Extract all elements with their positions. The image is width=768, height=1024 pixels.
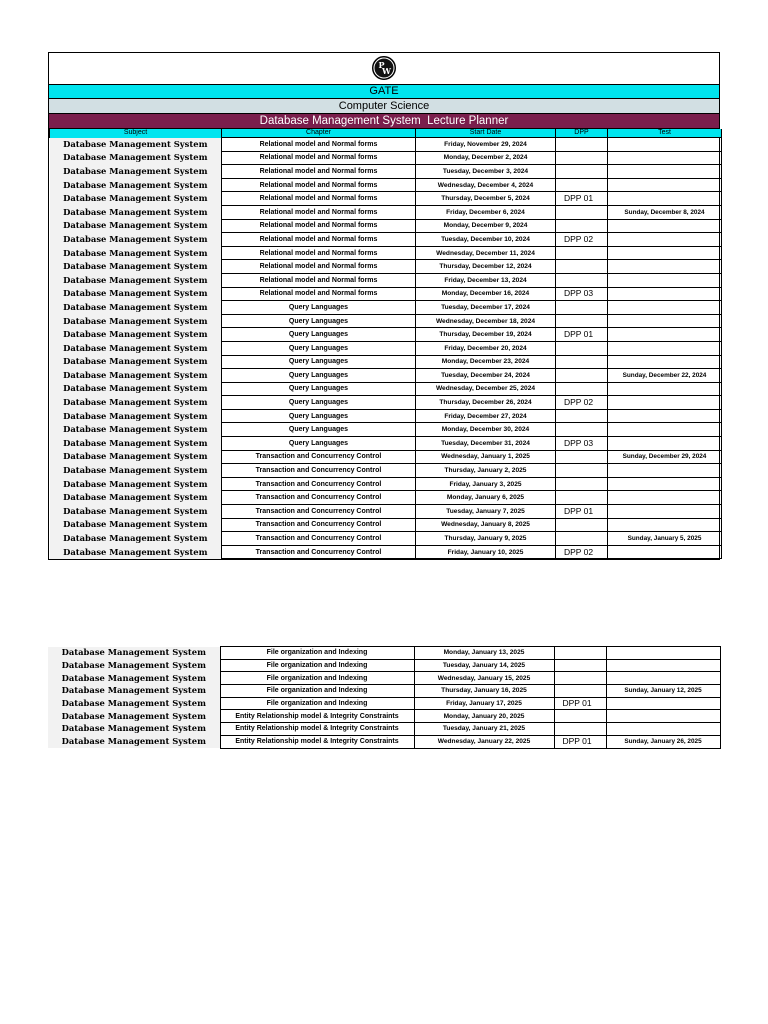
start-date-cell: Monday, December 23, 2024 [416,355,556,369]
subject-cell: Database Management System [50,437,222,451]
chapter-cell: Query Languages [222,314,416,328]
test-cell [608,233,722,247]
chapter-cell: Relational model and Normal forms [222,219,416,233]
table-row [50,273,722,287]
pw-logo-icon [372,56,396,80]
subject-cell: Database Management System [50,328,222,342]
start-date-cell: Monday, January 20, 2025 [414,710,554,723]
svg-text:W: W [382,66,391,76]
test-cell [608,396,722,410]
chapter-cell: Query Languages [222,369,416,383]
table-row [48,710,720,723]
subject-cell: Database Management System [50,491,222,505]
dpp-cell [556,260,608,274]
subject-cell: Database Management System [50,518,222,532]
start-date-cell: Tuesday, January 14, 2025 [414,659,554,672]
dpp-cell: DPP 02 [556,545,608,559]
table-row [50,341,722,355]
dpp-cell [556,491,608,505]
dpp-cell: DPP 03 [556,437,608,451]
planner-table [49,129,722,559]
chapter-cell: Relational model and Normal forms [222,246,416,260]
test-cell [608,273,722,287]
subject-cell: Database Management System [48,685,220,698]
chapter-cell: Query Languages [222,328,416,342]
test-cell: Sunday, January 26, 2025 [606,735,720,748]
test-cell [606,659,720,672]
test-cell [606,723,720,736]
table-row [50,477,722,491]
start-date-cell: Tuesday, December 10, 2024 [416,233,556,247]
table-row [48,672,720,685]
subject-cell: Database Management System [50,396,222,410]
chapter-cell: Query Languages [222,382,416,396]
start-date-cell: Wednesday, December 25, 2024 [416,382,556,396]
dpp-cell: DPP 01 [556,328,608,342]
chapter-cell: Query Languages [222,396,416,410]
subject-cell: Database Management System [50,341,222,355]
dpp-cell [554,723,606,736]
logo-row [49,53,719,85]
chapter-cell: Relational model and Normal forms [222,138,416,152]
subject-cell: Database Management System [50,532,222,546]
subject-cell: Database Management System [50,260,222,274]
dpp-cell [556,423,608,437]
column-header-dpp: DPP [556,129,608,138]
subject-cell: Database Management System [50,423,222,437]
chapter-cell: Relational model and Normal forms [222,151,416,165]
dpp-cell [556,138,608,152]
subject-cell: Database Management System [50,355,222,369]
dpp-cell [556,219,608,233]
table-row [50,491,722,505]
chapter-cell: Query Languages [222,341,416,355]
subject-cell: Database Management System [50,545,222,559]
dpp-cell [554,672,606,685]
table-row [50,138,722,152]
table-row [50,301,722,315]
dpp-cell: DPP 02 [556,396,608,410]
test-cell [608,165,722,179]
start-date-cell: Thursday, December 26, 2024 [416,396,556,410]
start-date-cell: Thursday, January 2, 2025 [416,464,556,478]
table-row [50,233,722,247]
start-date-cell: Monday, December 9, 2024 [416,219,556,233]
start-date-cell: Thursday, December 12, 2024 [416,260,556,274]
dpp-cell [556,165,608,179]
chapter-cell: Query Languages [222,423,416,437]
dpp-cell: DPP 01 [554,697,606,710]
start-date-cell: Friday, December 6, 2024 [416,205,556,219]
chapter-cell: Relational model and Normal forms [222,205,416,219]
test-cell: Sunday, December 22, 2024 [608,369,722,383]
table-row [50,246,722,260]
dpp-cell [554,659,606,672]
chapter-cell: Transaction and Concurrency Control [222,450,416,464]
dpp-cell [554,647,606,660]
start-date-cell: Thursday, January 16, 2025 [414,685,554,698]
test-cell [608,178,722,192]
dpp-cell [556,450,608,464]
dpp-cell [556,518,608,532]
test-cell: Sunday, December 29, 2024 [608,450,722,464]
test-cell [608,355,722,369]
subject-cell: Database Management System [50,165,222,179]
chapter-cell: Transaction and Concurrency Control [222,518,416,532]
subject-cell: Database Management System [50,233,222,247]
column-header-chapter: Chapter [222,129,416,138]
dpp-cell [556,532,608,546]
table-row [50,151,722,165]
dpp-cell: DPP 01 [556,505,608,519]
start-date-cell: Friday, November 29, 2024 [416,138,556,152]
chapter-cell: Entity Relationship model & Integrity Constraints [220,735,414,748]
table-row [50,423,722,437]
dpp-cell: DPP 02 [556,233,608,247]
chapter-cell: Query Languages [222,301,416,315]
chapter-cell: Entity Relationship model & Integrity Constraints [220,723,414,736]
chapter-cell: Transaction and Concurrency Control [222,477,416,491]
dpp-cell [556,301,608,315]
subject-cell: Database Management System [48,710,220,723]
subject-cell: Database Management System [50,138,222,152]
start-date-cell: Tuesday, December 17, 2024 [416,301,556,315]
subject-cell: Database Management System [50,314,222,328]
table-row [50,396,722,410]
test-cell [608,518,722,532]
table-row [50,409,722,423]
chapter-cell: File organization and Indexing [220,647,414,660]
branch-title: Computer Science [49,99,719,114]
chapter-cell: Relational model and Normal forms [222,287,416,301]
chapter-cell: Transaction and Concurrency Control [222,545,416,559]
table-row [48,685,720,698]
subject-cell: Database Management System [48,647,220,660]
chapter-cell: Relational model and Normal forms [222,233,416,247]
subject-cell: Database Management System [48,659,220,672]
svg-text:P: P [378,60,385,70]
subject-cell: Database Management System [50,382,222,396]
lecture-planner-sheet [48,52,720,560]
table-row [50,532,722,546]
test-cell [608,192,722,206]
test-cell [608,341,722,355]
chapter-cell: Transaction and Concurrency Control [222,505,416,519]
test-cell [608,328,722,342]
chapter-cell: Relational model and Normal forms [222,165,416,179]
subject-cell: Database Management System [50,477,222,491]
start-date-cell: Thursday, January 9, 2025 [416,532,556,546]
start-date-cell: Monday, January 6, 2025 [416,491,556,505]
dpp-cell [554,685,606,698]
table-row [50,450,722,464]
table-row [48,659,720,672]
table-row [48,723,720,736]
table-row [50,518,722,532]
table-row [50,355,722,369]
table-row [50,369,722,383]
subject-cell: Database Management System [50,219,222,233]
table-row [50,287,722,301]
table-row [50,260,722,274]
planner-title: Database Management System Lecture Planner [49,114,719,129]
subject-cell: Database Management System [50,205,222,219]
table-row [50,437,722,451]
table-row [48,735,720,748]
column-header-subject: Subject [50,129,222,138]
chapter-cell: File organization and Indexing [220,685,414,698]
start-date-cell: Monday, December 2, 2024 [416,151,556,165]
table-row [50,505,722,519]
chapter-cell: File organization and Indexing [220,672,414,685]
chapter-cell: Query Languages [222,437,416,451]
start-date-cell: Monday, December 16, 2024 [416,287,556,301]
test-cell [608,409,722,423]
test-cell [608,491,722,505]
dpp-cell [556,464,608,478]
start-date-cell: Wednesday, January 22, 2025 [414,735,554,748]
chapter-cell: Entity Relationship model & Integrity Constraints [220,710,414,723]
table-row [50,382,722,396]
subject-cell: Database Management System [50,192,222,206]
chapter-cell: Query Languages [222,409,416,423]
start-date-cell: Wednesday, December 18, 2024 [416,314,556,328]
start-date-cell: Tuesday, December 3, 2024 [416,165,556,179]
dpp-cell [556,178,608,192]
test-cell [608,545,722,559]
subject-cell: Database Management System [50,505,222,519]
test-cell [608,437,722,451]
table-row [50,165,722,179]
dpp-cell [556,246,608,260]
test-cell [606,672,720,685]
test-cell: Sunday, December 8, 2024 [608,205,722,219]
start-date-cell: Monday, December 30, 2024 [416,423,556,437]
table-row [48,697,720,710]
start-date-cell: Friday, January 10, 2025 [416,545,556,559]
dpp-cell [556,151,608,165]
subject-cell: Database Management System [50,369,222,383]
dpp-cell [556,205,608,219]
subject-cell: Database Management System [50,287,222,301]
subject-cell: Database Management System [50,246,222,260]
chapter-cell: Query Languages [222,355,416,369]
subject-cell: Database Management System [50,151,222,165]
planner-table-2 [48,646,721,749]
table-row [50,219,722,233]
test-cell [608,505,722,519]
table-row [50,314,722,328]
chapter-cell: Relational model and Normal forms [222,192,416,206]
start-date-cell: Friday, January 17, 2025 [414,697,554,710]
test-cell [608,219,722,233]
table-row [50,464,722,478]
chapter-cell: File organization and Indexing [220,697,414,710]
table-header-row [50,129,722,138]
chapter-cell: Relational model and Normal forms [222,178,416,192]
test-cell [606,697,720,710]
subject-cell: Database Management System [50,450,222,464]
start-date-cell: Thursday, December 19, 2024 [416,328,556,342]
dpp-cell [556,409,608,423]
subject-cell: Database Management System [50,273,222,287]
dpp-cell [556,341,608,355]
chapter-cell: Transaction and Concurrency Control [222,464,416,478]
start-date-cell: Wednesday, January 1, 2025 [416,450,556,464]
test-cell [608,287,722,301]
table-row [50,178,722,192]
start-date-cell: Monday, January 13, 2025 [414,647,554,660]
planner-table-continued [48,646,720,749]
start-date-cell: Friday, January 3, 2025 [416,477,556,491]
dpp-cell [556,382,608,396]
subject-cell: Database Management System [50,301,222,315]
start-date-cell: Wednesday, January 8, 2025 [416,518,556,532]
test-cell [608,477,722,491]
test-cell [608,423,722,437]
column-header-test: Test [608,129,722,138]
test-cell: Sunday, January 12, 2025 [606,685,720,698]
test-cell [606,647,720,660]
subject-cell: Database Management System [48,697,220,710]
dpp-cell: DPP 01 [554,735,606,748]
test-cell [608,382,722,396]
subject-cell: Database Management System [48,672,220,685]
dpp-cell [556,273,608,287]
start-date-cell: Wednesday, January 15, 2025 [414,672,554,685]
start-date-cell: Tuesday, December 31, 2024 [416,437,556,451]
test-cell [608,301,722,315]
chapter-cell: File organization and Indexing [220,659,414,672]
dpp-cell [554,710,606,723]
test-cell [606,710,720,723]
start-date-cell: Friday, December 27, 2024 [416,409,556,423]
subject-cell: Database Management System [50,409,222,423]
test-cell [608,138,722,152]
dpp-cell: DPP 03 [556,287,608,301]
start-date-cell: Tuesday, January 21, 2025 [414,723,554,736]
test-cell [608,246,722,260]
start-date-cell: Thursday, December 5, 2024 [416,192,556,206]
table-row [50,192,722,206]
exam-title: GATE [49,85,719,99]
subject-cell: Database Management System [48,723,220,736]
table-row [50,205,722,219]
test-cell [608,314,722,328]
subject-cell: Database Management System [50,464,222,478]
start-date-cell: Tuesday, January 7, 2025 [416,505,556,519]
column-header-start-date: Start Date [416,129,556,138]
table-row [50,328,722,342]
chapter-cell: Relational model and Normal forms [222,273,416,287]
start-date-cell: Wednesday, December 11, 2024 [416,246,556,260]
subject-cell: Database Management System [50,178,222,192]
test-cell [608,464,722,478]
subject-cell: Database Management System [48,735,220,748]
chapter-cell: Relational model and Normal forms [222,260,416,274]
dpp-cell [556,477,608,491]
test-cell: Sunday, January 5, 2025 [608,532,722,546]
start-date-cell: Wednesday, December 4, 2024 [416,178,556,192]
start-date-cell: Friday, December 20, 2024 [416,341,556,355]
test-cell [608,260,722,274]
start-date-cell: Tuesday, December 24, 2024 [416,369,556,383]
table-row [50,545,722,559]
test-cell [608,151,722,165]
chapter-cell: Transaction and Concurrency Control [222,532,416,546]
start-date-cell: Friday, December 13, 2024 [416,273,556,287]
chapter-cell: Transaction and Concurrency Control [222,491,416,505]
table-row [48,647,720,660]
dpp-cell [556,355,608,369]
dpp-cell [556,369,608,383]
dpp-cell [556,314,608,328]
dpp-cell: DPP 01 [556,192,608,206]
